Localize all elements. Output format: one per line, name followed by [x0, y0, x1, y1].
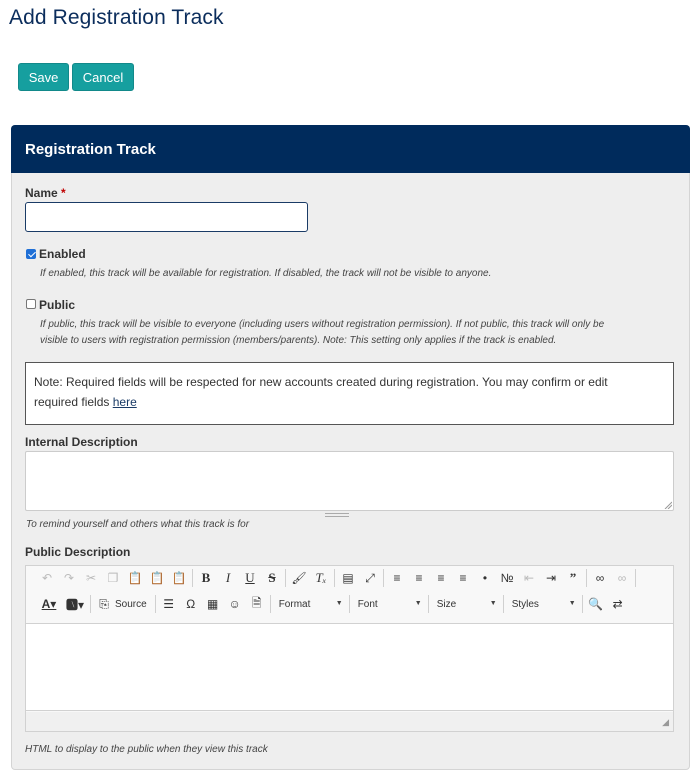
link-icon[interactable]: ∞ — [595, 571, 605, 585]
editor-content-area[interactable] — [26, 623, 673, 711]
align-center-icon[interactable]: ≡ — [415, 571, 423, 585]
required-asterisk: * — [61, 186, 66, 200]
toolbar-separator — [270, 595, 271, 613]
internal-description-label: Internal Description — [25, 435, 138, 449]
chevron-down-icon: ▼ — [335, 600, 343, 607]
toolbar-separator — [383, 569, 384, 587]
registration-track-panel — [11, 125, 690, 770]
internal-description-hint: To remind yourself and others what this track is for — [26, 519, 250, 530]
panel-header: Registration Track — [11, 125, 690, 173]
bold-icon[interactable]: B — [201, 570, 211, 585]
paint-brush-icon[interactable]: 🖌 — [291, 571, 307, 585]
toolbar-separator — [503, 595, 504, 613]
styles-dropdown[interactable] — [506, 593, 580, 615]
enabled-checkbox[interactable] — [26, 249, 36, 259]
cancel-button[interactable]: Cancel — [72, 63, 134, 91]
find-icon[interactable]: 🔍 — [588, 597, 604, 611]
name-label — [25, 186, 66, 200]
chevron-down-icon: ▼ — [414, 600, 422, 607]
toolbar-separator — [192, 569, 193, 587]
maximize-icon[interactable]: ⤢ — [365, 570, 375, 585]
outdent-icon[interactable]: ⇤ — [523, 571, 535, 585]
public-description-hint: HTML to display to the public when they view this track — [25, 744, 268, 755]
bulleted-list-icon[interactable]: • — [482, 571, 488, 585]
strikethrough-icon[interactable]: S — [268, 570, 276, 585]
toolbar-separator — [428, 595, 429, 613]
paste-icon[interactable]: 📋 — [127, 571, 143, 585]
rich-text-editor — [25, 565, 674, 732]
horizontal-rule-icon[interactable]: ☰ — [163, 597, 175, 611]
special-character-icon[interactable]: Ω — [186, 597, 196, 611]
public-hint-line1: If public, this track will be visible to everyone (including users without registration permission). If not public, this track will only be — [40, 319, 605, 330]
paste-text-icon[interactable]: 📋 — [149, 571, 165, 585]
toolbar-separator — [334, 569, 335, 587]
toolbar-separator — [155, 595, 156, 613]
toolbar-separator — [635, 569, 636, 587]
size-dropdown[interactable] — [431, 593, 501, 615]
copy-icon[interactable]: ❐ — [107, 571, 119, 585]
font-dropdown-label: Font — [357, 598, 378, 610]
format-dropdown[interactable] — [273, 593, 347, 615]
size-dropdown-label: Size — [436, 598, 457, 610]
underline-icon[interactable]: U — [245, 570, 255, 585]
toolbar-separator — [90, 595, 91, 613]
remove-format-icon[interactable]: Tₓ — [315, 570, 327, 585]
required-fields-note — [25, 362, 674, 425]
chevron-down-icon: ▼ — [489, 600, 497, 607]
undo-icon[interactable]: ↶ — [41, 571, 53, 585]
numbered-list-icon[interactable]: № — [500, 571, 514, 585]
cut-icon[interactable]: ✂ — [85, 571, 97, 585]
public-hint-line2: visible to users with registration permission (members/parents). Note: This setting only applies if the track is enabled. — [40, 335, 557, 346]
name-input[interactable] — [25, 202, 308, 232]
replace-icon[interactable]: ⇄ — [612, 597, 623, 611]
italic-icon[interactable]: I — [225, 570, 231, 585]
editor-toolbar-row-1 — [26, 566, 673, 590]
enabled-label: Enabled — [39, 247, 86, 261]
public-checkbox[interactable] — [26, 299, 36, 309]
note-line1: Note: Required fields will be respected for new accounts created during registration. You may confirm or edit — [34, 375, 608, 389]
paste-word-icon[interactable]: 📋 — [171, 571, 187, 585]
name-label-text: Name — [25, 186, 58, 200]
public-label: Public — [39, 298, 76, 312]
align-left-icon[interactable]: ≡ — [393, 571, 401, 585]
source-icon[interactable]: ⎘ — [99, 596, 109, 611]
table-icon[interactable]: ▦ — [207, 597, 219, 611]
textarea-drag-grip-icon[interactable] — [325, 513, 349, 517]
internal-description-textarea[interactable] — [25, 451, 674, 511]
chevron-down-icon: ▼ — [568, 600, 576, 607]
iframe-icon[interactable]: 🗎 — [251, 595, 262, 610]
text-color-icon[interactable]: A▾ — [41, 597, 57, 611]
format-dropdown-label: Format — [278, 598, 311, 610]
blockquote-icon[interactable]: ” — [569, 570, 577, 585]
page-break-icon[interactable]: ▤ — [342, 571, 354, 585]
indent-icon[interactable]: ⇥ — [545, 571, 557, 585]
toolbar-separator — [582, 595, 583, 613]
align-right-icon[interactable]: ≡ — [437, 571, 445, 585]
smiley-icon[interactable]: ☺ — [228, 597, 241, 611]
page-title: Add Registration Track — [9, 6, 224, 29]
note-line2-text: required fields — [34, 394, 113, 409]
resize-handle-icon[interactable] — [664, 501, 672, 509]
toolbar-separator — [586, 569, 587, 587]
toolbar-separator — [285, 569, 286, 587]
unlink-icon[interactable]: ∞ — [617, 571, 627, 585]
source-button-label[interactable]: Source — [115, 598, 147, 610]
background-color-icon[interactable]: 🅰▾ — [65, 597, 85, 612]
save-button[interactable]: Save — [18, 63, 69, 91]
enabled-hint: If enabled, this track will be available for registration. If disabled, the track will not be visible to anyone. — [40, 268, 492, 279]
required-fields-link[interactable]: here — [112, 394, 137, 409]
editor-toolbar-row-2 — [26, 592, 673, 616]
note-line2 — [34, 393, 665, 413]
public-description-label: Public Description — [25, 545, 131, 559]
align-justify-icon[interactable]: ≡ — [459, 571, 467, 585]
editor-footer — [26, 712, 673, 731]
styles-dropdown-label: Styles — [511, 598, 539, 610]
toolbar-separator — [349, 595, 350, 613]
redo-icon[interactable]: ↷ — [63, 571, 75, 585]
font-dropdown[interactable] — [352, 593, 426, 615]
resize-handle-icon[interactable]: ◢ — [662, 717, 669, 727]
